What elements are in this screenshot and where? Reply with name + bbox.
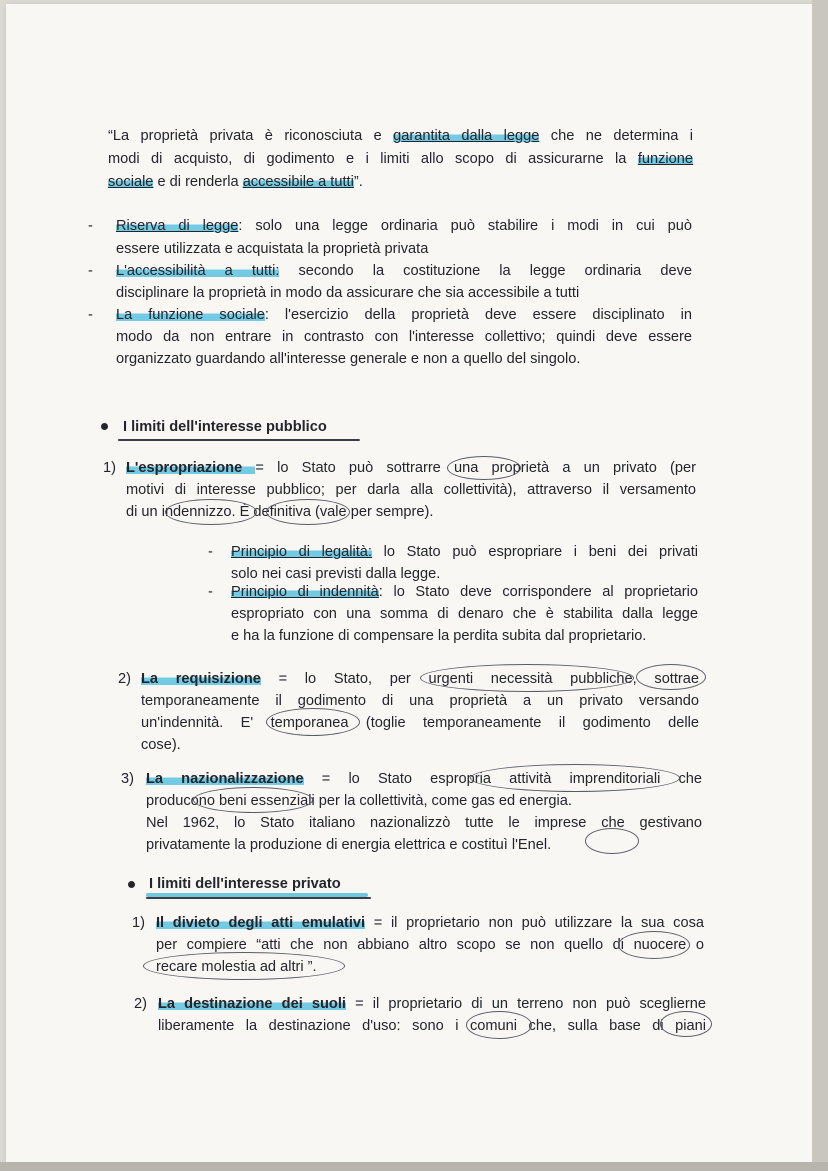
item-number: 2) [134, 996, 147, 1012]
list-dash: - [208, 584, 213, 600]
principle-1-line-2: essere utilizzata e acquistata la proprietà privata [116, 241, 429, 257]
text: : lo Stato deve corrispondere al proprietario [378, 584, 699, 600]
indemnity-title: Principio di indennità [231, 584, 379, 600]
requisition-line-4: cose). [141, 737, 181, 753]
legality-title: Principio di legalità: [231, 544, 372, 560]
text: = lo Stato, per urgenti necessità pubbliche, sottrae [260, 671, 700, 687]
text: = lo Stato espropria attività imprenditoriali che [303, 771, 702, 787]
text: secondo la costituzione la legge ordinaria deve [279, 263, 692, 279]
item-number: 2) [118, 671, 131, 687]
nationalization-line-3: Nel 1962, lo Stato italiano nazionalizzò tutte le imprese che gestivano [146, 815, 702, 831]
highlight-guaranteed-by-law: garantita dalla legge [393, 128, 540, 144]
land-use-line-2: liberamente la destinazione d'uso: sono i comuni che, sulla base di piani [158, 1018, 706, 1034]
land-use-line-1 [158, 995, 706, 1013]
principle-1-line-1 [116, 217, 692, 235]
list-dash: - [88, 263, 93, 279]
requisition-line-3: un'indennità. E' temporanea (toglie temporaneamente il godimento delle [141, 715, 699, 731]
text: che ne determina i [539, 128, 693, 144]
principle-title: Riserva di legge [116, 218, 239, 234]
requisition-title: La requisizione [141, 671, 261, 687]
indemnity-line-2: espropriato con una somma di denaro che è stabilita dalla legge [231, 606, 698, 622]
nationalization-line-1 [146, 770, 702, 788]
indemnity-line-1 [231, 583, 698, 601]
land-use-title: La destinazione dei suoli [158, 996, 346, 1012]
principle-title: L'accessibilità a tutti: [116, 263, 280, 279]
principle-title: La funzione sociale [116, 307, 265, 323]
principle-2-line-2: disciplinare la proprietà in modo da assicurare che sia accessibile a tutti [116, 285, 580, 301]
intro-line-3 [108, 173, 363, 191]
heading-underline [118, 439, 360, 441]
requisition-line-2: temporaneamente il godimento di una proprietà a un privato versando [141, 693, 699, 709]
principle-3-line-1 [116, 306, 692, 324]
text: modi di acquisto, di godimento e i limiti allo scopo di assicurarne la [108, 151, 638, 167]
page-edge-bottom [0, 1162, 828, 1171]
legality-line-1 [231, 543, 698, 561]
section-heading-public-interest: I limiti dell'interesse pubblico [123, 419, 327, 435]
text: lo Stato può espropriare i beni dei privati [371, 544, 698, 560]
intro-line-1 [108, 127, 693, 145]
emulative-acts-line-2: per compiere “atti che non abbiano altro scopo se non quello di nuocere o [156, 937, 704, 953]
highlight-sociale: sociale [108, 174, 154, 190]
nationalization-line-2: producono beni essenziali per la collettività, come gas ed energia. [146, 793, 572, 809]
text: ”. [353, 174, 363, 190]
intro-line-2 [108, 150, 693, 168]
text: : l'esercizio della proprietà deve essere disciplinato in [264, 307, 692, 323]
bullet-icon [128, 881, 135, 888]
item-number: 1) [132, 915, 145, 931]
bullet-icon [101, 423, 108, 430]
nationalization-line-4: privatamente la produzione di energia elettrica e costituì l'Enel. [146, 837, 552, 853]
page-edge-right [812, 0, 828, 1171]
item-number: 3) [121, 771, 134, 787]
principle-3-line-2: modo da non entrare in contrasto con l'interesse collettivo; quindi deve essere [116, 329, 692, 345]
nationalization-title: La nazionalizzazione [146, 771, 304, 787]
text: : solo una legge ordinaria può stabilire i modi in cui può [238, 218, 692, 234]
indemnity-line-3: e ha la funzione di compensare la perdita subita dal proprietario. [231, 628, 647, 644]
expropriation-line-1 [126, 459, 696, 477]
list-dash: - [88, 307, 93, 323]
item-number: 1) [103, 460, 116, 476]
principle-3-line-3: organizzato guardando all'interesse generale e non a quello del singolo. [116, 351, 581, 367]
highlight-social-function: funzione [637, 151, 693, 167]
emulative-acts-title: Il divieto degli atti emulativi [156, 915, 366, 931]
text: = il proprietario non può utilizzare la sua cosa [365, 915, 704, 931]
list-dash: - [88, 218, 93, 234]
expropriation-title: L'espropriazione [126, 460, 256, 476]
text: “La proprietà privata è riconosciuta e [108, 128, 394, 144]
emulative-acts-line-1 [156, 914, 704, 932]
list-dash: - [208, 544, 213, 560]
section-heading-private-interest: I limiti dell'interesse privato [149, 876, 341, 892]
heading-underline [146, 897, 371, 899]
expropriation-line-2: motivi di interesse pubblico; per darla alla collettività), attraverso il versamento [126, 482, 696, 498]
requisition-line-1 [141, 670, 699, 688]
highlight-accessible-to-all: accessibile a tutti [242, 174, 354, 190]
principle-2-line-1 [116, 262, 692, 280]
text: e di renderla [153, 174, 243, 190]
text: = lo Stato può sottrarre una proprietà a un privato (per [255, 460, 696, 476]
expropriation-line-3: di un indennizzo. È definitiva (vale per sempre). [126, 504, 434, 520]
text: = il proprietario di un terreno non può sceglierne [345, 996, 706, 1012]
legality-line-2: solo nei casi previsti dalla legge. [231, 566, 441, 582]
emulative-acts-line-3: recare molestia ad altri ”. [156, 959, 317, 975]
